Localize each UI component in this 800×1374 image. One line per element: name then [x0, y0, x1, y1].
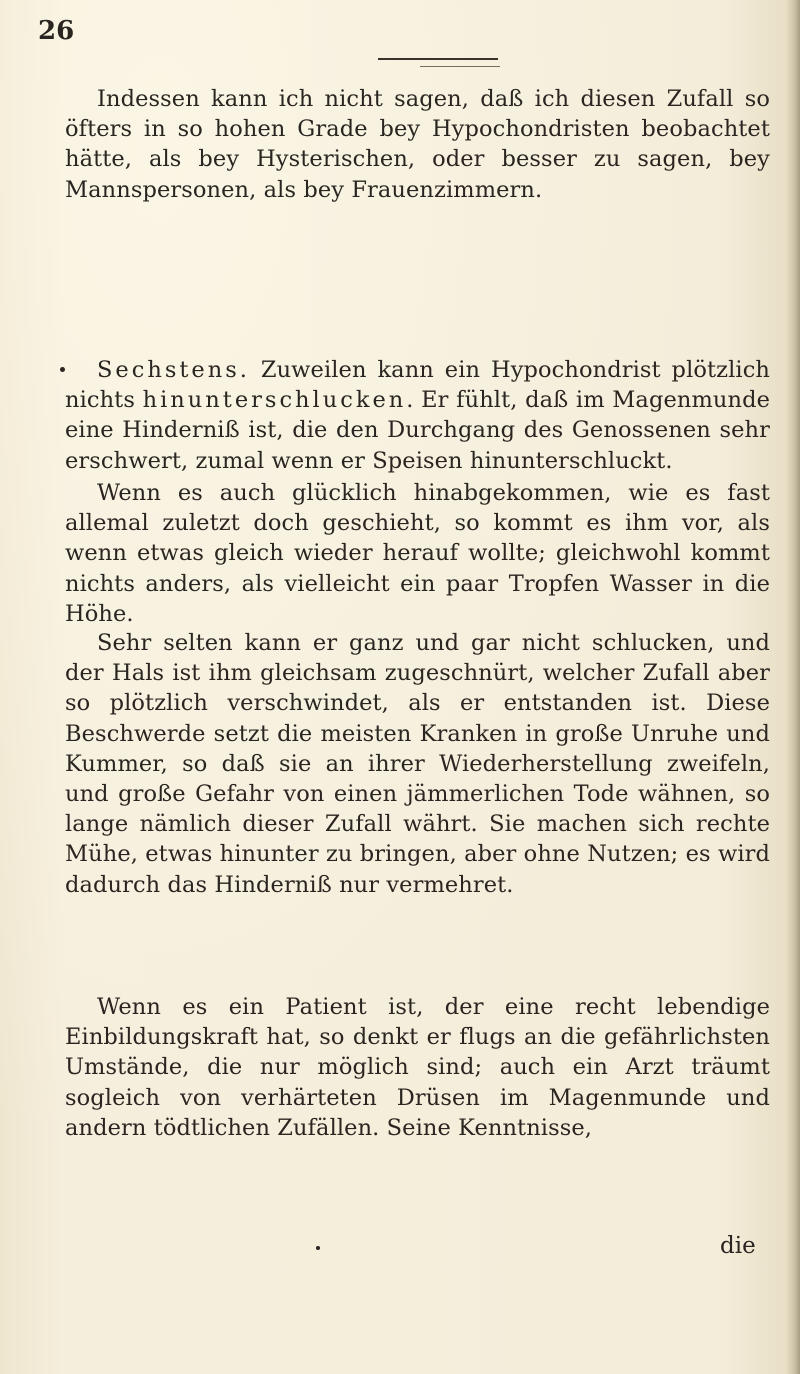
page-number: 26: [38, 16, 75, 46]
paragraph-2-body: Zuweilen kann ein Hypochondrist plötzlich nichts hinunterschlucken. Er fühlt, daß im Magenmunde eine Hinderniß ist, die den Durchgang des Genossenen sehr erschwert, zumal wenn er Speisen hinunterschluckt.: [65, 357, 770, 474]
paragraph-3-text: Wenn es auch glücklich hinabgekommen, wie es fast allemal zuletzt doch geschieht, so kommt es ihm vor, als wenn etwas gleich wieder herauf wollte; gleichwohl kommt nichts anders, als vielleicht ein paar Tropfen Wasser in die Höhe.: [65, 480, 770, 627]
stray-mark: [316, 1246, 320, 1250]
header-rule: [378, 58, 498, 60]
page-edge-shadow: [786, 0, 800, 1374]
header-rule-secondary: [420, 66, 500, 67]
paragraph-1-text: Indessen kann ich nicht sagen, daß ich diesen Zufall so öfters in so hohen Grade bey Hypochondristen beobachtet hätte, als bey Hysterischen, oder besser zu sagen, bey Mannspersonen, als bey Frauenzimmern.: [65, 86, 770, 203]
paragraph-4-text: Sehr selten kann er ganz und gar nicht schlucken, und der Hals ist ihm gleichsam zugeschnürt, welcher Zufall aber so plötzlich verschwindet, als er entstanden ist. Diese Beschwerde setzt die meisten Kranken in große Unruhe und Kummer, so daß sie an ihrer Wiederherstellung zweifeln, und große Gefahr von einen jämmerlichen Tode wähnen, so lange nämlich dieser Zufall währt. Sie machen sich rechte Mühe, etwas hinunter zu bringen, aber ohne Nutzen; es wird dadurch das Hinderniß nur vermehret.: [65, 630, 770, 898]
paragraph-3: [65, 478, 770, 629]
catchword: die: [720, 1233, 756, 1259]
paragraph-5: [65, 992, 770, 1143]
paragraph-5-text: Wenn es ein Patient ist, der eine recht lebendige Einbildungskraft hat, so denkt er flugs an die gefährlichsten Umstände, die nur möglich sind; auch ein Arzt träumt sogleich von verhärteten Drüsen im Magenmunde und andern tödtlichen Zufällen. Seine Kenntnisse,: [65, 994, 770, 1141]
paragraph-1: [65, 84, 770, 205]
section-label: Sechstens.: [97, 357, 250, 383]
paragraph-4: [65, 628, 770, 900]
paragraph-2-text: [65, 355, 770, 476]
emphasized-word: hinunterschlucken: [142, 387, 407, 414]
paragraph-2: [65, 355, 770, 476]
